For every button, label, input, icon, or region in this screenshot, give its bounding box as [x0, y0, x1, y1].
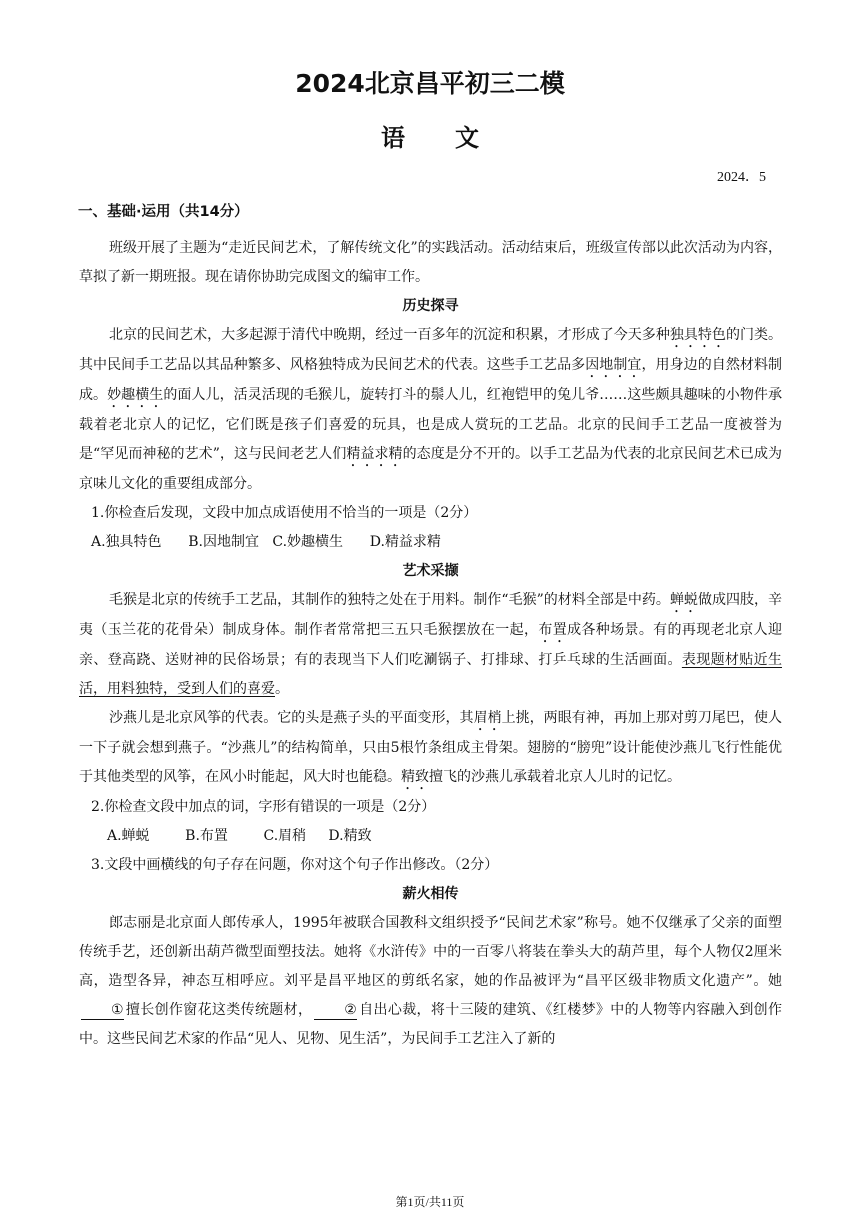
- dotted-idiom: 精益求精: [346, 446, 403, 462]
- text-span: 。: [275, 681, 289, 697]
- text-span: 郎志丽是北京面人郎传承人，1995年被联合国教科文组织授予“民间艺术家”称号。她不仅继承了父亲的面塑传统手艺，还创新出葫芦微型面塑技法。她将《水浒传》中的一百零八将装在拳头大的葫芦里，每个人物仅2厘米高，造型各异，神态互相呼应。刘平是昌平地区的剪纸名家，她的作品被评为“昌平区级非物质文化遗产”。她: [79, 915, 782, 989]
- dotted-idiom: 独具特色: [669, 327, 726, 343]
- exam-title: 2024北京昌平初三二模: [295, 69, 565, 98]
- dotted-idiom: 因地制宜: [585, 357, 642, 373]
- heading-history: 历史探寻: [402, 298, 459, 314]
- question-2-options: A.蝉蜕 B.布置 C.眉稍 D.精致: [107, 828, 372, 844]
- dotted-word: 布置: [538, 622, 568, 638]
- text-span: 的面人儿，活灵活现的毛猴儿，旋转打斗的鬃人儿，红袍铠甲的兔儿爷……这些颇具趣味的小物件承载着老北京人的记忆，它们既是孩子们喜爱的玩具，也是成人赏玩的工艺品。北京的民间手工艺品一度被誉为是“罕见而神秘的艺术”，这与民间老艺人们: [79, 387, 782, 462]
- text-span: 北京的民间艺术，大多起源于清代中晚期，经过一百多年的沉淀和积累，才形成了今天多种: [109, 327, 670, 343]
- question-1: 1.你检查后发现，文段中加点成语使用不恰当的一项是（2分）: [91, 505, 478, 521]
- dotted-word: 精致: [401, 769, 429, 785]
- paragraph-inheritance: [79, 909, 782, 1054]
- paragraph-shayaner: [79, 704, 782, 793]
- underlined-sentence: 表现题材贴近生活，用料独特，受到人们的喜爱: [79, 652, 782, 697]
- subject-title: 语文: [381, 124, 529, 152]
- text-span: 的门类。其中民间手工艺品以其品种繁多、风格独特成为民间艺术的代表。这些手工艺品多: [79, 327, 783, 373]
- content-body: [79, 234, 782, 1054]
- dotted-idiom: 妙趣横生: [107, 387, 164, 403]
- dotted-word: 蝉蜕: [669, 592, 698, 608]
- heading-art: 艺术采撷: [402, 563, 459, 579]
- text-span: 擅长创作窗花这类传统题材，: [125, 1002, 313, 1018]
- text-span: 上挑，两眼有神，再加上那对剪刀尾巴，使人一下子就会想到燕子。“沙燕儿”的结构简单，只由5根竹条组成主骨架。翅膀的“膀兜”设计能使沙燕儿飞行性能优于其他类型的风筝，在风小时能起，风大时也能稳。: [79, 710, 783, 785]
- exam-date: 2024．5: [717, 170, 766, 185]
- text-span: 做成四肢，辛夷（玉兰花的花骨朵）制成身体。制作者常常把三五只毛猴摆放在一起，: [79, 592, 783, 638]
- page-footer: 第1页/共11页: [395, 1195, 465, 1209]
- question-1-options: A.独具特色 B.因地制宜 C.妙趣横生 D.精益求精: [91, 534, 441, 550]
- text-span: 擅飞的沙燕儿承载着北京人儿时的记忆。: [429, 769, 681, 785]
- text-span: 自出心裁，将十三陵的建筑、《红楼梦》中的人物等内容融入到创作中。这些民间艺术家的作品“见人、见物、见生活”，为民间手工艺注入了新的: [79, 1002, 782, 1047]
- heading-inheritance: 薪火相传: [402, 886, 459, 902]
- section-title: 一、基础·运用（共14分）: [78, 204, 249, 220]
- text-span: 毛猴是北京的传统手工艺品，其制作的独特之处在于用料。制作“毛猴”的材料全部是中药。: [109, 592, 670, 608]
- paragraph-maohou: [79, 586, 782, 704]
- text-span: 沙燕儿是北京风筝的代表。它的头是燕子头的平面变形，其: [109, 710, 474, 726]
- paragraph-history: [79, 321, 782, 499]
- text-span: 的态度是分不开的。以手工艺品为代表的北京民间艺术已成为京味儿文化的重要组成部分。: [79, 446, 782, 492]
- intro-paragraph: 班级开展了主题为“走近民间艺术，了解传统文化”的实践活动。活动结束后，班级宣传部以此次活动为内容，草拟了新一期班报。现在请你协助完成图文的编审工作。: [79, 240, 782, 285]
- fill-blank-2[interactable]: ②: [314, 1001, 357, 1020]
- fill-blank-1[interactable]: ①: [81, 1001, 124, 1020]
- text-span: ，用身边的自然材料制成。: [79, 357, 783, 403]
- question-2: 2.你检查文段中加点的词，字形有错误的一项是（2分）: [91, 799, 436, 815]
- question-3: 3.文段中画横线的句子存在问题，你对这个句子作出修改。（2分）: [91, 857, 499, 873]
- text-span: 成各种场景。有的再现老北京人迎亲、登高跷、送财神的民俗场景；有的表现当下人们吃涮锅子、打排球、打乒乓球的生活画面。: [79, 622, 783, 668]
- dotted-word: 眉梢: [473, 710, 502, 726]
